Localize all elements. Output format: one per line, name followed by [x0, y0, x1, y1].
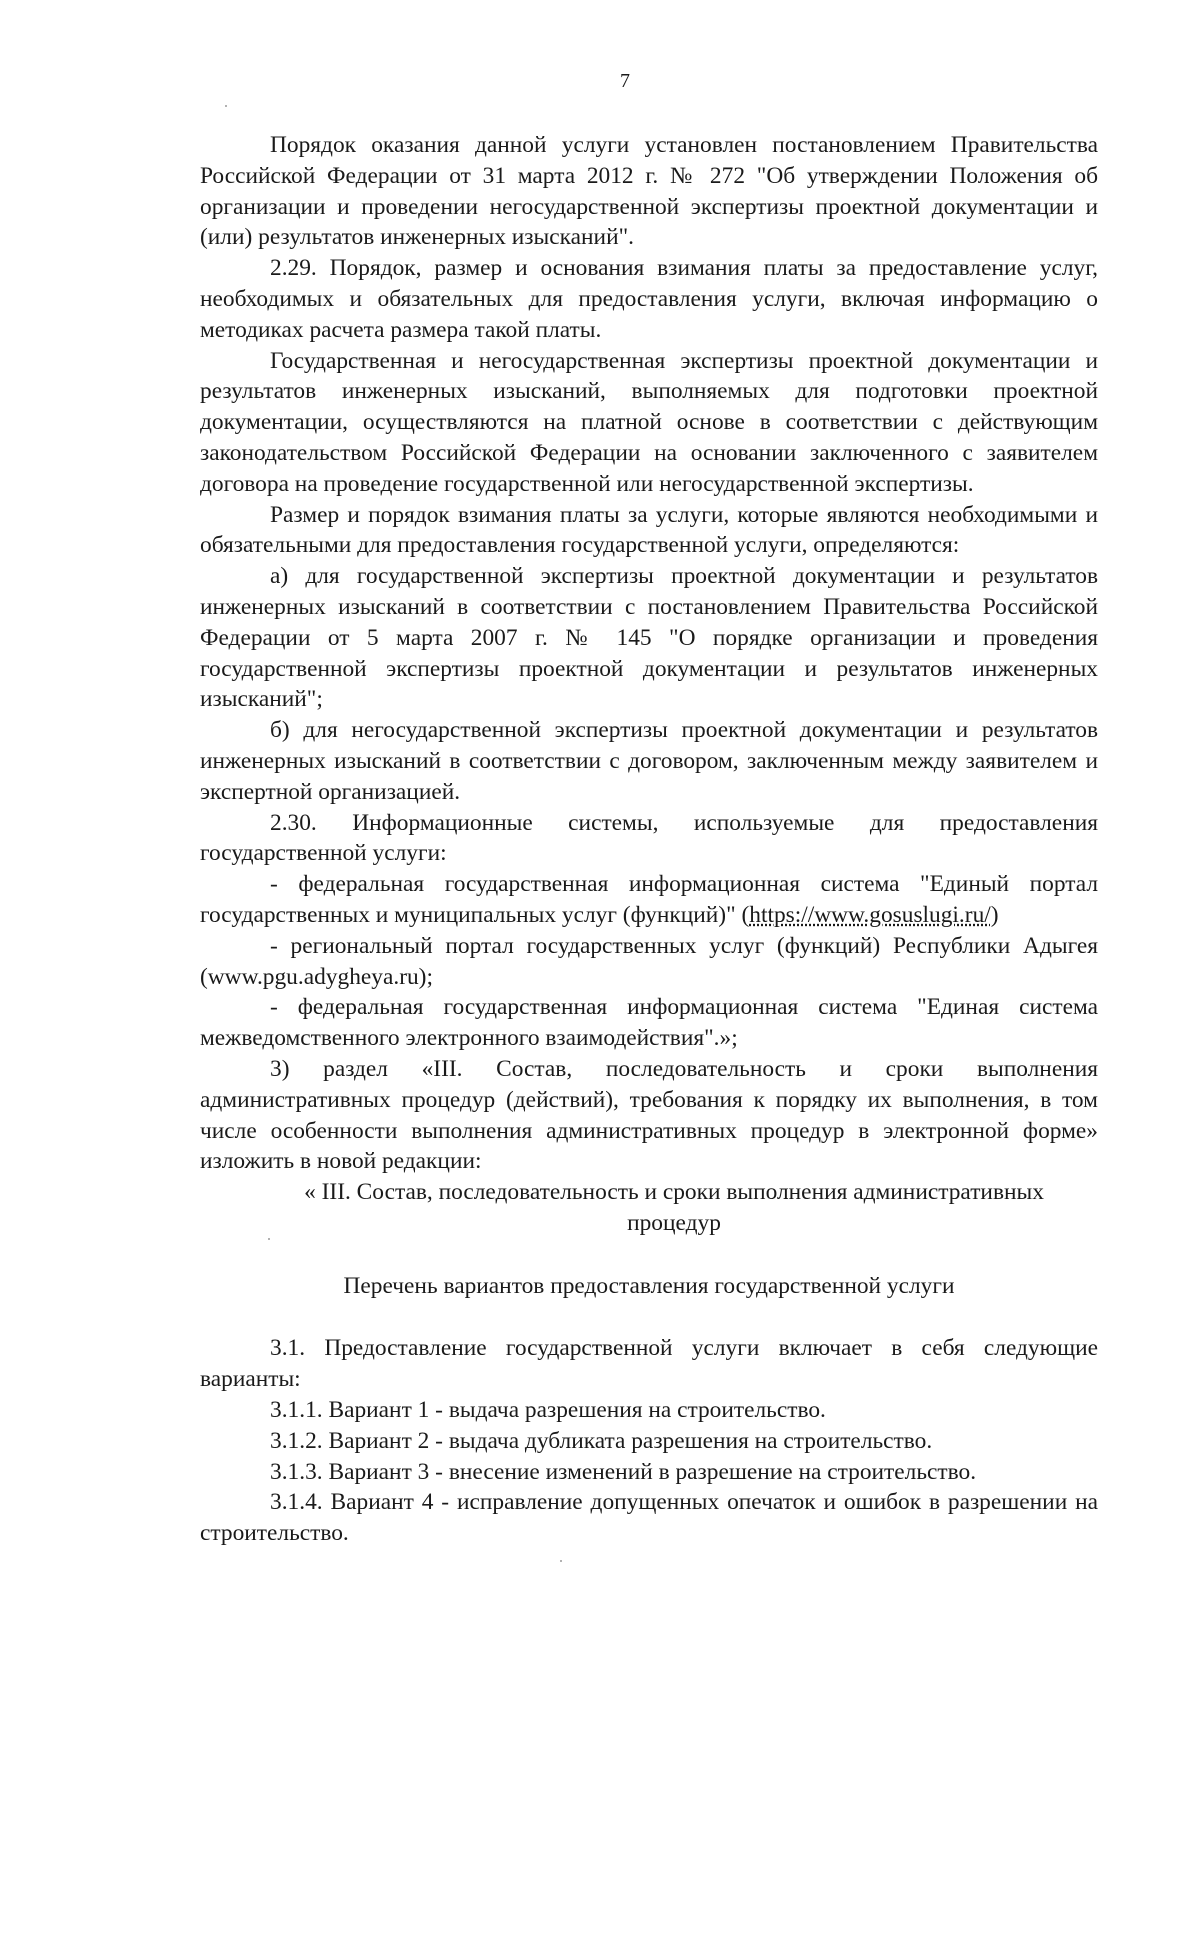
subsection-heading: Перечень вариантов предоставления государственной услуги [343, 1272, 955, 1299]
scan-speck [225, 105, 227, 107]
paragraph-text: ) [990, 901, 999, 928]
list-item: 3.1.1. Вариант 1 - выдача разрешения на строительство. [270, 1397, 826, 1424]
scan-speck [560, 1560, 562, 1562]
paragraph: Размер и порядок взимания платы за услуги, которые являются необходимыми и обязательными для предоставления государственной услуги, определяются: [200, 501, 1098, 559]
paragraph: а) для государственной экспертизы проектной документации и результатов инженерных изысканий в соответствии с постановлением Правительства Российской Федерации от 5 марта 2007 г. № 145 "О порядке организации и проведения государственной экспертизы проектной документации и результатов инженерных изысканий"; [200, 563, 1098, 713]
paragraph: Государственная и негосударственная экспертизы проектной документации и результатов инженерных изысканий, выполняемых для подготовки проектной документации, осуществляются на платной основе в соответствии с действующим законодательством Российской Федерации на основании заключенного с заявителем договора на проведение государственной или негосударственной экспертизы. [200, 347, 1098, 497]
list-item: 3.1.4. Вариант 4 - исправление допущенных опечаток и ошибок в разрешении на строительство. [200, 1489, 1098, 1547]
paragraph [200, 869, 1098, 931]
page-number: 7 [620, 70, 630, 92]
paragraph: - федеральная государственная информационная система "Единая система межведомственного электронного взаимодействия".»; [200, 994, 1098, 1052]
paragraph: 3) раздел «III. Состав, последовательность и сроки выполнения административных процедур (действий), требования к порядку их выполнения, в том числе особенности выполнения административных процедур в электронной форме» изложить в новой редакции: [200, 1055, 1098, 1175]
list-item: 3.1.3. Вариант 3 - внесение изменений в разрешение на строительство. [270, 1458, 977, 1485]
section-heading: « III. Состав, последовательность и сроки выполнения административных процедур [304, 1179, 1044, 1236]
paragraph-text: - федеральная государственная информационная система "Единый портал государственных и муниципальных услуг (функций)" ( [200, 871, 1098, 928]
gosuslugi-link[interactable]: https://www.gosuslugi.ru/ [749, 901, 991, 928]
paragraph: 2.29. Порядок, размер и основания взимания платы за предоставление услуг, необходимых и обязательных для предоставления услуги, включая информацию о методиках расчета размера такой платы. [200, 255, 1098, 343]
document-body [200, 130, 1098, 1549]
paragraph: 2.30. Информационные системы, используемые для предоставления государственной услуги: [200, 809, 1098, 867]
list-item: 3.1.2. Вариант 2 - выдача дубликата разрешения на строительство. [270, 1427, 933, 1454]
paragraph: Порядок оказания данной услуги установлен постановлением Правительства Российской Федерации от 31 марта 2012 г. № 272 "Об утверждении Положения об организации и проведении негосударственной экспертизы проектной документации и (или) результатов инженерных изысканий". [200, 132, 1098, 251]
paragraph: 3.1. Предоставление государственной услуги включает в себя следующие варианты: [200, 1335, 1098, 1393]
paragraph: б) для негосударственной экспертизы проектной документации и результатов инженерных изысканий в соответствии с договором, заключенным между заявителем и экспертной организацией. [200, 717, 1098, 805]
paragraph: - региональный портал государственных услуг (функций) Республики Адыгея (www.pgu.adygheya.ru); [200, 932, 1098, 990]
